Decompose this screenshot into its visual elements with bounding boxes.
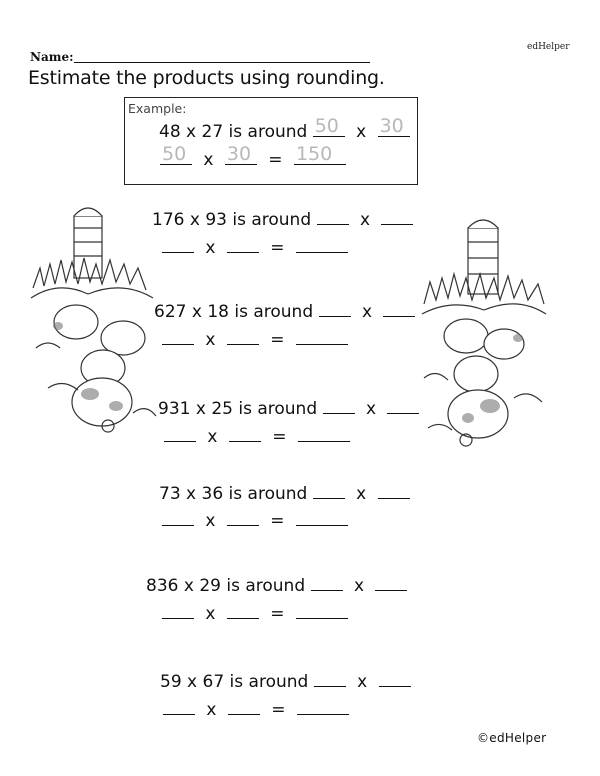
answer-blank-factor-a[interactable] <box>162 234 194 253</box>
answer-blank-factor-b[interactable] <box>227 507 259 526</box>
problem-3-line-1 <box>158 395 419 419</box>
answer-blank-round-b[interactable] <box>379 668 411 687</box>
example-blank-b <box>378 115 410 137</box>
copyright-label: ©edHelper <box>477 731 547 745</box>
example-blank-c <box>160 143 192 165</box>
answer-blank-product[interactable] <box>296 600 348 619</box>
example-product: 150 <box>295 143 333 165</box>
problem-5-line-1 <box>146 572 407 596</box>
problem-expression: 176 x 93 <box>152 210 227 230</box>
equals-sign: = <box>270 604 285 624</box>
problem-6-line-2 <box>163 696 349 720</box>
problem-2-line-1 <box>154 298 415 322</box>
name-label: Name: <box>30 50 74 64</box>
example-round-b-repeat: 30 <box>226 143 252 165</box>
problem-phrase: is around <box>228 484 308 504</box>
times-sign: x <box>206 700 217 720</box>
problem-6-line-1 <box>160 668 411 692</box>
problem-expression: 59 x 67 <box>160 672 225 692</box>
farm-pigs-illustration-left <box>28 198 160 443</box>
problem-4-line-2 <box>162 507 348 531</box>
problem-phrase: is around <box>234 302 314 322</box>
problem-expression: 627 x 18 <box>154 302 229 322</box>
problem-expression: 836 x 29 <box>146 576 221 596</box>
example-blank-a <box>313 115 345 137</box>
times-sign: x <box>205 330 216 350</box>
example-line-2 <box>160 143 346 170</box>
problem-expression: 931 x 25 <box>158 399 233 419</box>
problem-phrase: is around <box>226 576 306 596</box>
answer-blank-factor-a[interactable] <box>162 326 194 345</box>
equals-sign: = <box>270 330 285 350</box>
answer-blank-round-b[interactable] <box>378 480 410 499</box>
answer-blank-product[interactable] <box>296 326 348 345</box>
answer-blank-factor-a[interactable] <box>164 423 196 442</box>
times-sign: x <box>205 511 216 531</box>
equals-sign: = <box>271 700 286 720</box>
answer-blank-factor-b[interactable] <box>227 326 259 345</box>
problem-expression: 73 x 36 <box>159 484 224 504</box>
example-blank-d <box>225 143 257 165</box>
equals-sign: = <box>272 427 287 447</box>
answer-blank-product[interactable] <box>296 234 348 253</box>
equals-sign: = <box>268 150 283 170</box>
answer-blank-factor-b[interactable] <box>227 600 259 619</box>
problem-phrase: is around <box>238 399 318 419</box>
answer-blank-factor-a[interactable] <box>163 696 195 715</box>
times-sign: x <box>353 576 364 596</box>
times-sign: x <box>203 150 214 170</box>
answer-blank-product[interactable] <box>297 696 349 715</box>
equals-sign: = <box>270 511 285 531</box>
answer-blank-factor-b[interactable] <box>229 423 261 442</box>
answer-blank-round-a[interactable] <box>319 298 351 317</box>
example-phrase: is around <box>228 122 308 142</box>
problem-phrase: is around <box>232 210 312 230</box>
times-sign: x <box>361 302 372 322</box>
times-sign: x <box>356 122 367 142</box>
problem-3-line-2 <box>164 423 350 447</box>
times-sign: x <box>359 210 370 230</box>
name-line[interactable] <box>74 62 370 63</box>
answer-blank-round-b[interactable] <box>387 395 419 414</box>
farm-pigs-illustration-right <box>418 208 550 458</box>
answer-blank-round-a[interactable] <box>311 572 343 591</box>
equals-sign: = <box>270 238 285 258</box>
answer-blank-product[interactable] <box>296 507 348 526</box>
answer-blank-round-b[interactable] <box>375 572 407 591</box>
answer-blank-factor-b[interactable] <box>228 696 260 715</box>
answer-blank-factor-a[interactable] <box>162 600 194 619</box>
brand-label: edHelper <box>527 42 570 52</box>
example-line-1 <box>159 115 410 142</box>
answer-blank-round-a[interactable] <box>314 668 346 687</box>
problem-phrase: is around <box>229 672 309 692</box>
answer-blank-factor-b[interactable] <box>227 234 259 253</box>
answer-blank-round-a[interactable] <box>313 480 345 499</box>
example-label: Example: <box>128 101 187 116</box>
answer-blank-round-a[interactable] <box>323 395 355 414</box>
answer-blank-factor-a[interactable] <box>162 507 194 526</box>
answer-blank-round-b[interactable] <box>381 206 413 225</box>
answer-blank-round-b[interactable] <box>383 298 415 317</box>
times-sign: x <box>365 399 376 419</box>
times-sign: x <box>205 604 216 624</box>
problem-2-line-2 <box>162 326 348 350</box>
times-sign: x <box>357 672 368 692</box>
times-sign: x <box>207 427 218 447</box>
answer-blank-round-a[interactable] <box>317 206 349 225</box>
example-round-b: 30 <box>379 115 404 137</box>
problem-1-line-1 <box>152 206 413 230</box>
example-problem: 48 x 27 <box>159 122 224 142</box>
answer-blank-product[interactable] <box>298 423 350 442</box>
example-round-a-repeat: 50 <box>162 143 187 165</box>
page-title: Estimate the products using rounding. <box>28 67 385 89</box>
example-round-a: 50 <box>314 115 339 137</box>
problem-1-line-2 <box>162 234 348 258</box>
problem-4-line-1 <box>159 480 410 504</box>
times-sign: x <box>356 484 367 504</box>
example-blank-product <box>294 143 346 165</box>
problem-5-line-2 <box>162 600 348 624</box>
times-sign: x <box>205 238 216 258</box>
